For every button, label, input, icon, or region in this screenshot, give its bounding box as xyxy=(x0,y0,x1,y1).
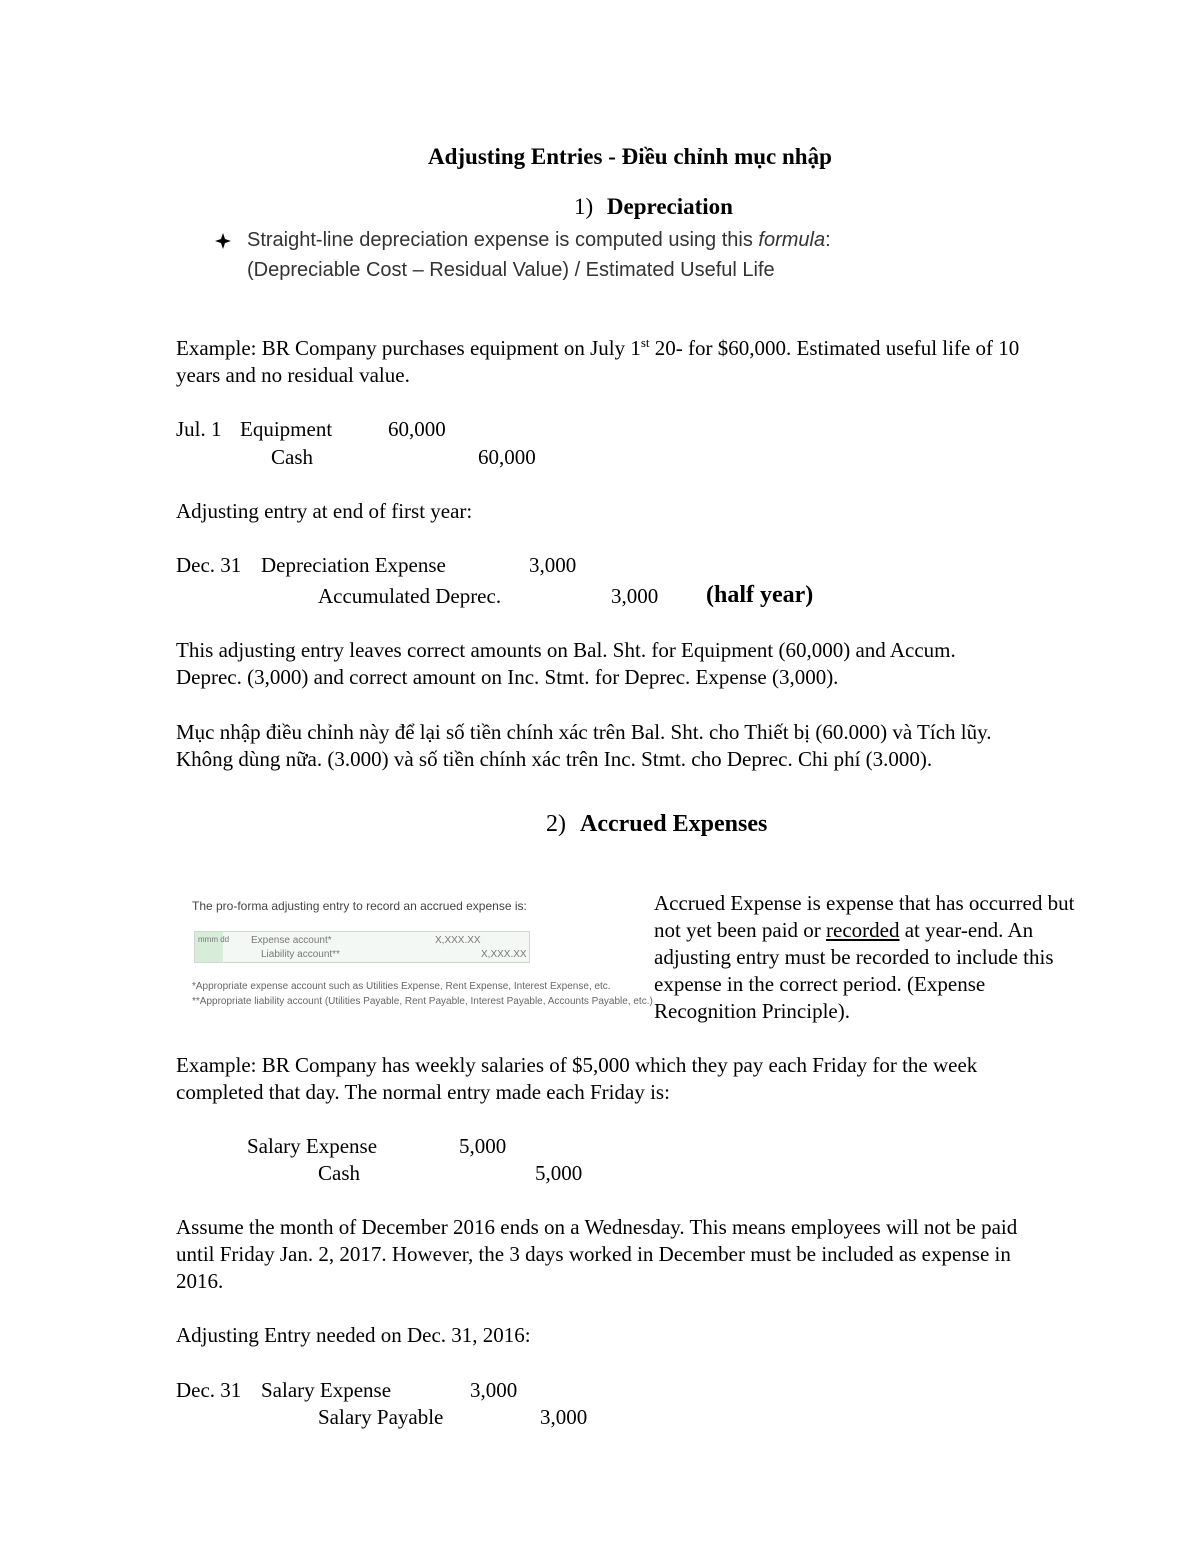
image-note2: **Appropriate liability account (Utilities Payable, Rent Payable, Interest Payable, Accounts Payable, etc.) xyxy=(192,996,653,1007)
bullet-text-line1 xyxy=(247,229,831,252)
entry4-date: Dec. 31 xyxy=(176,1378,242,1402)
entry3-credit-amount: 5,000 xyxy=(535,1161,583,1185)
example-paragraph-2 xyxy=(176,1052,977,1106)
entry3-debit-account: Salary Expense xyxy=(247,1134,378,1158)
assumption-paragraph xyxy=(176,1214,1017,1295)
adjusting-entry-needed-label: Adjusting Entry needed on Dec. 31, 2016: xyxy=(176,1323,531,1347)
assumption-line3: 2016. xyxy=(176,1269,224,1293)
explanation-paragraph-en xyxy=(176,637,956,691)
definition-line1: Accrued Expense is expense that has occurred but xyxy=(654,891,1075,915)
definition-line5: Recognition Principle). xyxy=(654,999,850,1023)
entry4-debit-amount: 3,000 xyxy=(470,1378,518,1402)
example-text: Example: BR Company purchases equipment on July 1 xyxy=(176,336,641,360)
explanation-vi-line1: Mục nhập điều chỉnh này để lại số tiền chính xác trên Bal. Sht. cho Thiết bị (60.000) và Tích lũy. xyxy=(176,720,992,744)
entry1-debit-amount: 60,000 xyxy=(388,417,446,441)
explanation-vi-line2: Không dùng nữa. (3.000) và số tiền chính xác trên Inc. Stmt. cho Deprec. Chi phí (3.000). xyxy=(176,747,933,771)
example-paragraph-1 xyxy=(176,335,1019,389)
definition-line2a: not yet been paid or xyxy=(654,918,827,942)
recorded-underline: recorded xyxy=(826,918,900,942)
assumption-line2: until Friday Jan. 2, 2017. However, the 3 days worked in December must be included as expense in xyxy=(176,1242,1011,1266)
entry3-credit-account: Cash xyxy=(318,1161,360,1185)
image-title: The pro-forma adjusting entry to record an accrued expense is: xyxy=(192,899,527,913)
image-date-label: mmm dd xyxy=(198,935,230,944)
definition-line3: adjusting entry must be recorded to include this xyxy=(654,945,1054,969)
explanation-line1: This adjusting entry leaves correct amounts on Bal. Sht. for Equipment (60,000) and Accum. xyxy=(176,638,956,662)
bullet-text-line2: (Depreciable Cost – Residual Value) / Estimated Useful Life xyxy=(247,259,775,281)
section-title: Depreciation xyxy=(606,194,733,219)
example2-line1: Example: BR Company has weekly salaries of $5,000 which they pay each Friday for the week xyxy=(176,1053,978,1077)
section-heading-depreciation xyxy=(574,194,733,220)
image-row1-account: Expense account* xyxy=(251,935,332,946)
example2-line2: completed that day. The normal entry made each Friday is: xyxy=(176,1080,670,1104)
bullet-colon: : xyxy=(825,229,831,251)
half-year-note: (half year) xyxy=(706,582,814,608)
entry4-credit-amount: 3,000 xyxy=(540,1405,588,1429)
explanation-line2: Deprec. (3,000) and correct amount on Inc. Stmt. for Deprec. Expense (3,000). xyxy=(176,665,839,689)
entry2-date: Dec. 31 xyxy=(176,553,242,577)
image-date-cell xyxy=(195,932,230,962)
entry1-debit-account: Equipment xyxy=(240,417,333,441)
section-title: Accrued Expenses xyxy=(580,811,768,837)
example-text-line2: years and no residual value. xyxy=(176,363,410,387)
assumption-line1: Assume the month of December 2016 ends on a Wednesday. This means employees will not be paid xyxy=(176,1215,1018,1239)
entry1-credit-amount: 60,000 xyxy=(478,445,536,469)
image-row2-amount: X,XXX.XX xyxy=(481,949,527,960)
superscript: st xyxy=(640,335,650,350)
page-title: Adjusting Entries - Điều chỉnh mục nhập xyxy=(428,144,832,169)
definition-line4: expense in the correct period. (Expense xyxy=(654,972,986,996)
entry2-credit-account: Accumulated Deprec. xyxy=(318,584,502,608)
example-text-cont: 20- for $60,000. Estimated useful life of 10 xyxy=(649,336,1020,360)
entry2-debit-amount: 3,000 xyxy=(529,553,577,577)
image-note1: *Appropriate expense account such as Utilities Expense, Rent Expense, Interest Expense, etc. xyxy=(192,981,611,992)
section-heading-accrued-expenses xyxy=(546,811,767,838)
entry2-debit-account: Depreciation Expense xyxy=(261,553,446,577)
entry1-credit-account: Cash xyxy=(271,445,313,469)
entry1-date: Jul. 1 xyxy=(176,417,222,441)
entry4-credit-account: Salary Payable xyxy=(318,1405,444,1429)
diamond-bullet-icon xyxy=(214,232,232,250)
image-row2-account: Liability account** xyxy=(261,949,340,960)
section-number: 1) xyxy=(574,194,594,219)
bullet-text: Straight-line depreciation expense is computed using this xyxy=(247,229,759,251)
pro-forma-entry-image xyxy=(188,893,653,1015)
explanation-paragraph-vi xyxy=(176,719,992,773)
image-row1-amount: X,XXX.XX xyxy=(435,935,481,946)
accrued-definition xyxy=(654,890,1074,1025)
formula-emphasis: formula xyxy=(758,229,826,251)
image-entry-table xyxy=(194,931,530,963)
entry3-debit-amount: 5,000 xyxy=(459,1134,507,1158)
entry2-credit-amount: 3,000 xyxy=(611,584,659,608)
definition-line2b: at year-end. An xyxy=(899,918,1034,942)
entry4-debit-account: Salary Expense xyxy=(261,1378,392,1402)
adjusting-entry-label: Adjusting entry at end of first year: xyxy=(176,499,473,523)
section-number: 2) xyxy=(546,811,566,837)
